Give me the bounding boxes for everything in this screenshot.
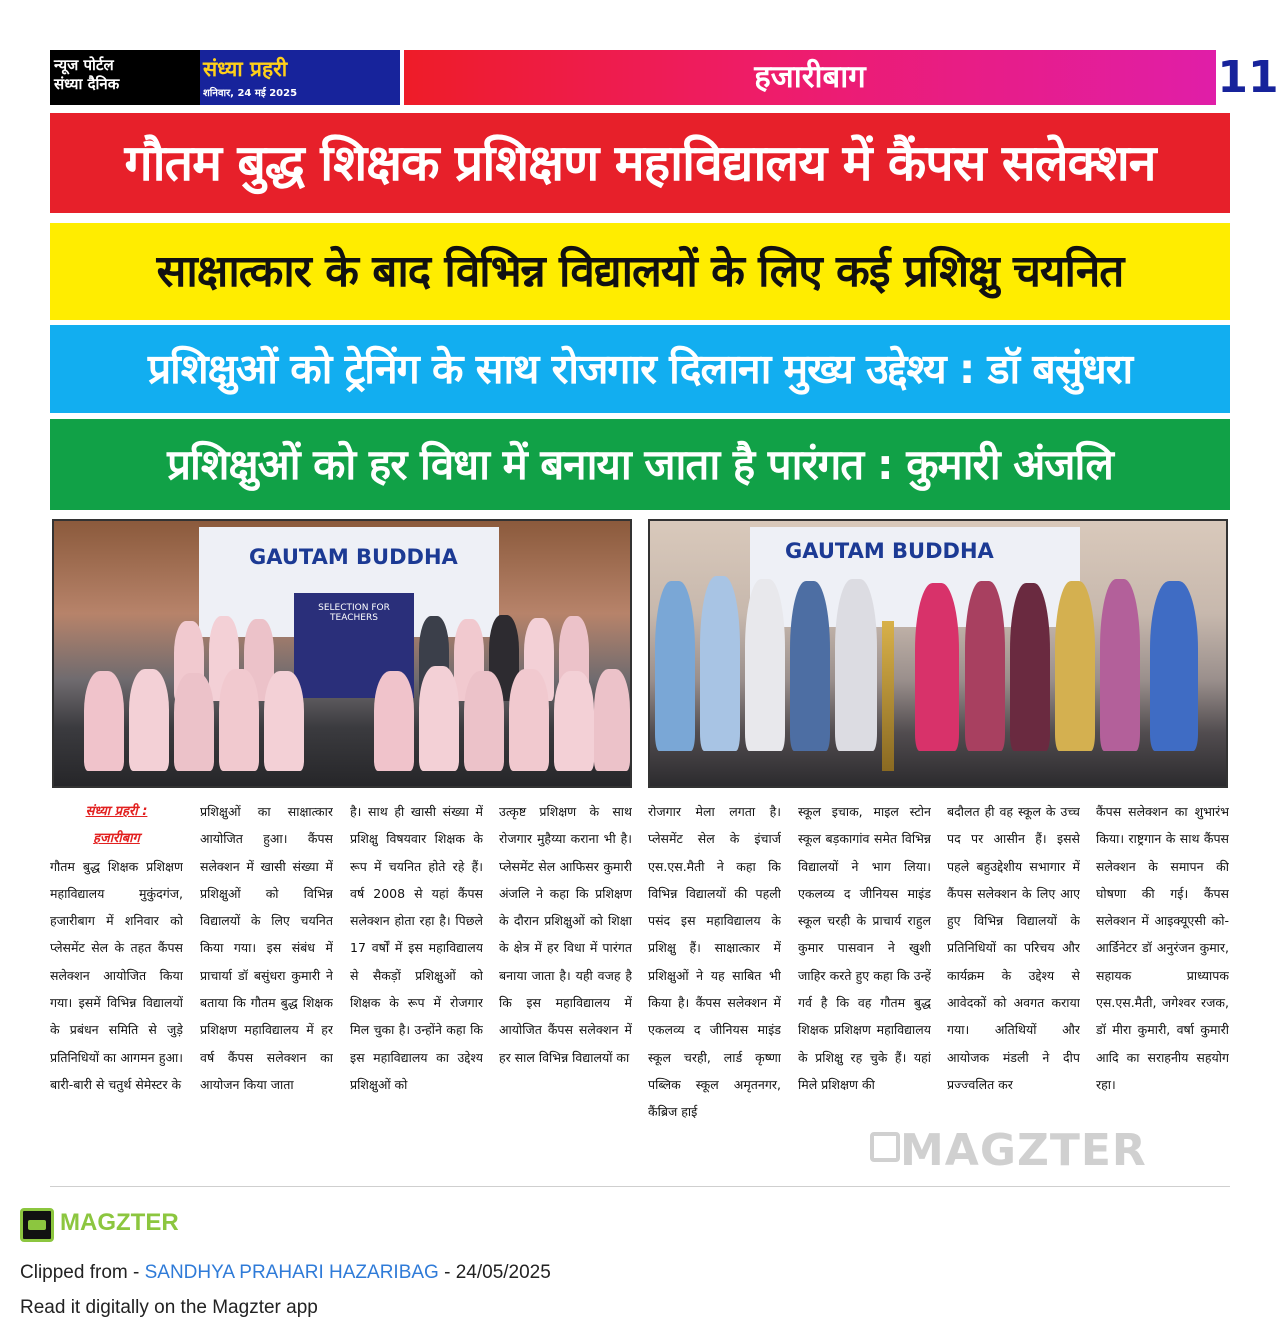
person-figure <box>464 671 504 771</box>
clip-date: 24/05/2025 <box>455 1262 551 1283</box>
person-figure <box>219 669 259 771</box>
watermark: MAGZTER <box>900 1125 1147 1176</box>
clipped-prefix: Clipped from - <box>20 1262 145 1283</box>
date-separator: - <box>438 1262 456 1283</box>
column-text: रोजगार मेला लगता है। प्लेसमेंट सेल के इंचार्ज एस.एस.मैती ने कहा कि विभिन्न विद्यालयों की पहली पसंद इस महाविद्यालय के प्रशिक्षु हैं। साक्षात्कार में प्रशिक्षुओं ने यह साबित भी किया है। कैंपस सलेक्शन में एकलव्य द जीनियस माइंड स्कूल चरही, लार्ड कृष्णा पब्लिक स्कूल अमृतनगर, कैंब्रिज हाई <box>648 804 781 1120</box>
column-text: उत्कृष्ट प्रशिक्षण के साथ रोजगार मुहैय्या कराना भी है। प्लेसमेंट सेल आफिसर कुमारी अंजलि ने कहा कि प्रशिक्षण के दौरान प्रशिक्षुओं को शिक्षा के क्षेत्र में हर विधा में पारंगत बनाया जाता है। यही वजह है कि इस महाविद्यालय में आयोजित कैंपस सलेक्शन में हर साल विभिन्न विद्यालयों का <box>499 804 632 1065</box>
source-link[interactable]: SANDHYA PRAHARI HAZARIBAG <box>144 1262 439 1283</box>
person-figure <box>554 671 594 771</box>
column-text: है। साथ ही खासी संख्या में प्रशिक्षु विषयवार शिक्षक के रूप में चयनित होते रहे हैं। वर्ष 2008 से यहां कैंपस सलेक्शन होता रहा है। पिछले 17 वर्षों में इस महाविद्यालय से सैकड़ों प्रशिक्षुओं को शिक्षक के रूप में रोजगार मिल चुका है। उन्होंने कहा कि इस महाविद्यालय का उद्देश्य प्रशिक्षुओं को <box>350 804 483 1092</box>
person-figure <box>915 583 959 751</box>
banner-text: GAUTAM BUDDHA <box>249 545 458 569</box>
person-figure <box>594 669 630 771</box>
person-figure <box>745 579 785 751</box>
banner-text: GAUTAM BUDDHA <box>785 539 994 563</box>
article-column-8 <box>1096 798 1229 1181</box>
person-figure <box>174 673 214 771</box>
person-figure <box>965 581 1005 751</box>
issue-date: शनिवार, 24 मई 2025 <box>203 88 298 99</box>
stage-board-text: SELECTION FOR TEACHERS <box>318 603 390 623</box>
column-text: कैंपस सलेक्शन का शुभारंभ किया। राष्ट्रगान के साथ कैंपस सलेक्शन के समापन की घोषणा की गई। कैंपस सलेक्शन में आइक्यूएसी को-आर्डिनेटर डॉ अनुरंजन कुमार, सहायक प्राध्यापक एस.एस.मैती, जगेश्वर रजक, डॉ मीरा कुमारी, वर्षा कुमारी आदि का सराहनीय सहयोग रहा। <box>1096 804 1229 1092</box>
article-column-7 <box>947 798 1080 1181</box>
article-column-3 <box>350 798 483 1181</box>
byline-place: हजारीबाग <box>93 831 140 847</box>
person-figure <box>655 581 695 751</box>
person-figure <box>790 581 830 751</box>
newspaper-brand: संध्या प्रहरी <box>203 57 288 81</box>
article-body <box>50 798 1230 1181</box>
article-column-2 <box>200 798 333 1181</box>
logo-glyph <box>28 1220 46 1230</box>
footer-divider <box>50 1186 1230 1187</box>
page-number: 11 <box>1217 52 1279 103</box>
person-figure <box>1055 581 1095 751</box>
ceremonial-lamp <box>882 621 894 771</box>
lamp-lighting-photo <box>648 519 1228 788</box>
person-figure <box>374 671 414 771</box>
person-figure <box>1100 579 1140 751</box>
main-headline: गौतम बुद्ध शिक्षक प्रशिक्षण महाविद्यालय में कैंपस सलेक्शन <box>50 113 1230 213</box>
clipped-from-line <box>20 1262 551 1284</box>
person-figure <box>835 579 877 751</box>
sub-headline-3: प्रशिक्षुओं को हर विधा में बनाया जाता है पारंगत : कुमारी अंजलि <box>50 419 1230 510</box>
portal-tag <box>50 50 200 105</box>
sub-headline-1: साक्षात्कार के बाद विभिन्न विद्यालयों के लिए कई प्रशिक्षु चयनित <box>50 223 1230 320</box>
read-digitally-line: Read it digitally on the Magzter app <box>20 1297 318 1318</box>
person-figure <box>84 671 124 771</box>
sub-headline-2: प्रशिक्षुओं को ट्रेनिंग के साथ रोजगार दिलाना मुख्य उद्देश्य : डॉ बसुंधरा <box>50 325 1230 413</box>
person-figure <box>419 666 459 771</box>
watermark-icon <box>870 1132 900 1162</box>
column-text: प्रशिक्षुओं का साक्षात्कार आयोजित हुआ। कैंपस सलेक्शन में खासी संख्या में प्रशिक्षुओं को विभिन्न विद्यालयों के लिए चयनित किया गया। इस संबंध में प्राचार्या डॉ बसुंधरा कुमारी ने बताया कि गौतम बुद्ध शिक्षक प्रशिक्षण महाविद्यालय में हर वर्ष कैंपस सलेक्शन का आयोजन किया जाता <box>200 804 333 1092</box>
masthead <box>50 50 1279 105</box>
article-column-1 <box>50 798 183 1181</box>
column-text: गौतम बुद्ध शिक्षक प्रशिक्षण महाविद्यालय मुकुंदगंज, हजारीबाग में शनिवार को प्लेसमेंट सेल के तहत कैंपस सलेक्शन आयोजित किया गया। इसमें विभिन्न विद्यालयों के प्रबंधन समिति से जुड़े प्रतिनिधियों का आगमन हुआ। बारी-बारी से चतुर्थ सेमेस्टर के <box>50 858 183 1092</box>
article-column-6 <box>798 798 931 1181</box>
person-figure <box>264 671 304 771</box>
brand-block <box>200 50 400 105</box>
person-figure <box>700 576 740 751</box>
person-figure <box>509 669 549 771</box>
column-text: बदौलत ही वह स्कूल के उच्च पद पर आसीन हैं। इससे पहले बहुउद्देशीय सभागार में कैंपस सलेक्शन के लिए आए हुए विभिन्न विद्यालयों के प्रतिनिधियों का परिचय और कार्यक्रम के उद्देश्य से आवेदकों को अवगत कराया गया। अतिथियों और आयोजक मंडली ने दीप प्रज्ज्वलित कर <box>947 804 1080 1092</box>
magzter-logo-icon[interactable] <box>20 1208 54 1242</box>
person-figure <box>1150 581 1198 751</box>
article-column-5 <box>648 798 781 1181</box>
portal-line-1: न्यूज पोर्टल <box>54 56 114 74</box>
person-figure <box>1010 583 1050 751</box>
group-photo-trainees <box>52 519 632 788</box>
section-title: हजारीबाग <box>404 50 1216 105</box>
magzter-logo-text[interactable]: MAGZTER <box>60 1209 179 1236</box>
portal-line-2: संध्या दैनिक <box>54 75 120 93</box>
person-figure <box>129 669 169 771</box>
column-text: स्कूल इचाक, माइल स्टोन स्कूल बड़कागांव समेत विभिन्न विद्यालयों ने भाग लिया। एकलव्य द जीनियस माइंड स्कूल चरही के प्राचार्य राहुल कुमार पासवान ने खुशी जाहिर करते हुए कहा कि उन्हें गर्व है कि वह गौतम बुद्ध शिक्षक प्रशिक्षण महाविद्यालय के प्रशिक्षु रह चुके हैं। यहां मिले प्रशिक्षण की <box>798 804 931 1092</box>
article-column-4 <box>499 798 632 1181</box>
byline-source: संध्या प्रहरी : <box>85 804 148 819</box>
